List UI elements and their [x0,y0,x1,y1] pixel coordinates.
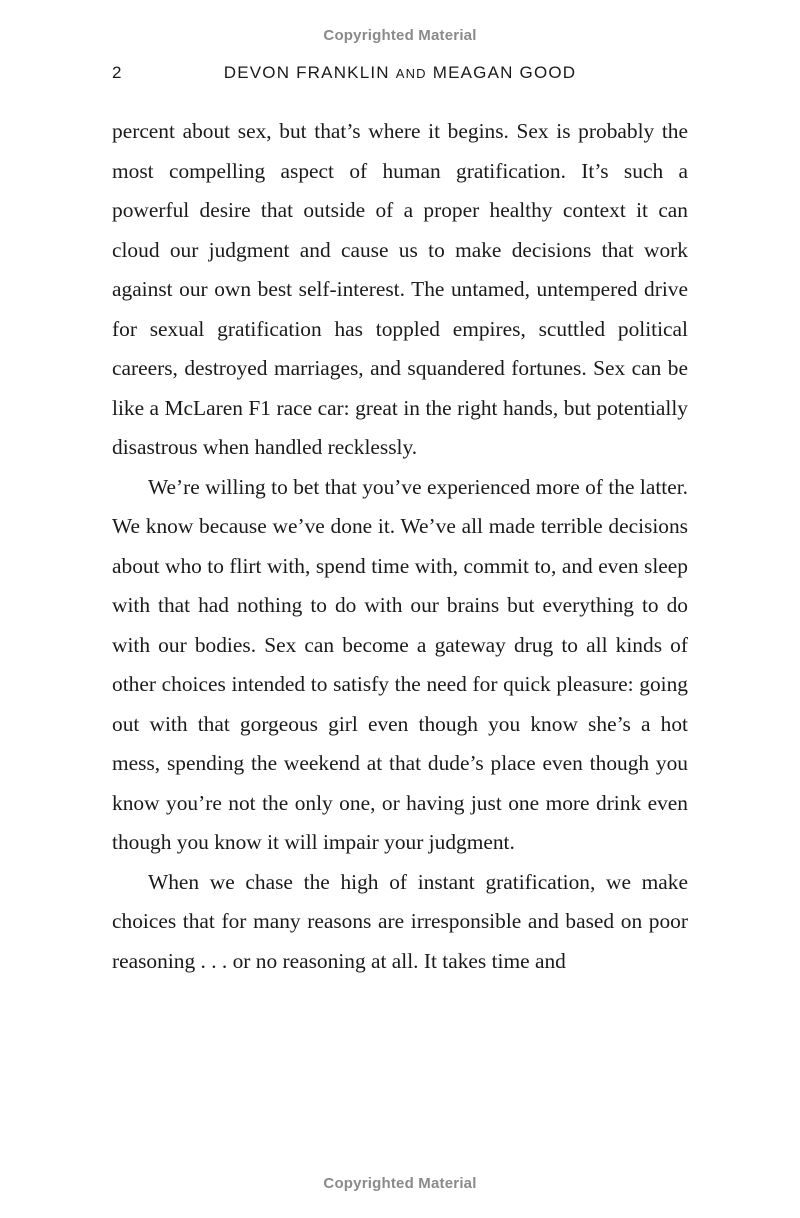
page-number: 2 [112,63,123,82]
body-text [112,112,688,981]
paragraph-continued: percent about sex, but that’s where it begins. Sex is probably the most compelling aspect of human gratification. It’s such a powerful desire that outside of a proper healthy context it can cloud our judgment and cause us to make decisions that work against our own best self-interest. The untamed, untempered drive for sexual gratification has toppled empires, scuttled political careers, destroyed marriages, and squandered fortunes. Sex can be like a McLaren F1 race car: great in the right hands, but potentially disastrous when handled recklessly. [112,119,688,459]
running-title [112,63,688,83]
running-title-connector: AND [395,66,427,81]
copyright-watermark-top: Copyrighted Material [323,27,477,44]
running-head [112,63,688,87]
running-title-author-2: MEAGAN GOOD [432,63,577,82]
paragraph: We’re willing to bet that you’ve experienced more of the latter. We know because we’ve done it. We’ve all made terrible decisions about who to flirt with, spend time with, commit to, and even sleep with that had nothing to do with our brains but everything to do with our bodies. Sex can become a gateway drug to all kinds of other choices intended to satisfy the need for quick pleasure: going out with that gorgeous girl even though you know she’s a hot mess, spending the weekend at that dude’s place even though you know you’re not the only one, or having just one more drink even though you know it will impair your judgment. [112,474,688,854]
running-title-author-1: DEVON FRANKLIN [223,63,390,82]
paragraph: When we chase the high of instant gratification, we make choices that for many reasons are irresponsible and based on poor reasoning . . . or no reasoning at all. It takes time and [112,869,688,973]
copyright-watermark-bottom: Copyrighted Material [323,1175,477,1192]
